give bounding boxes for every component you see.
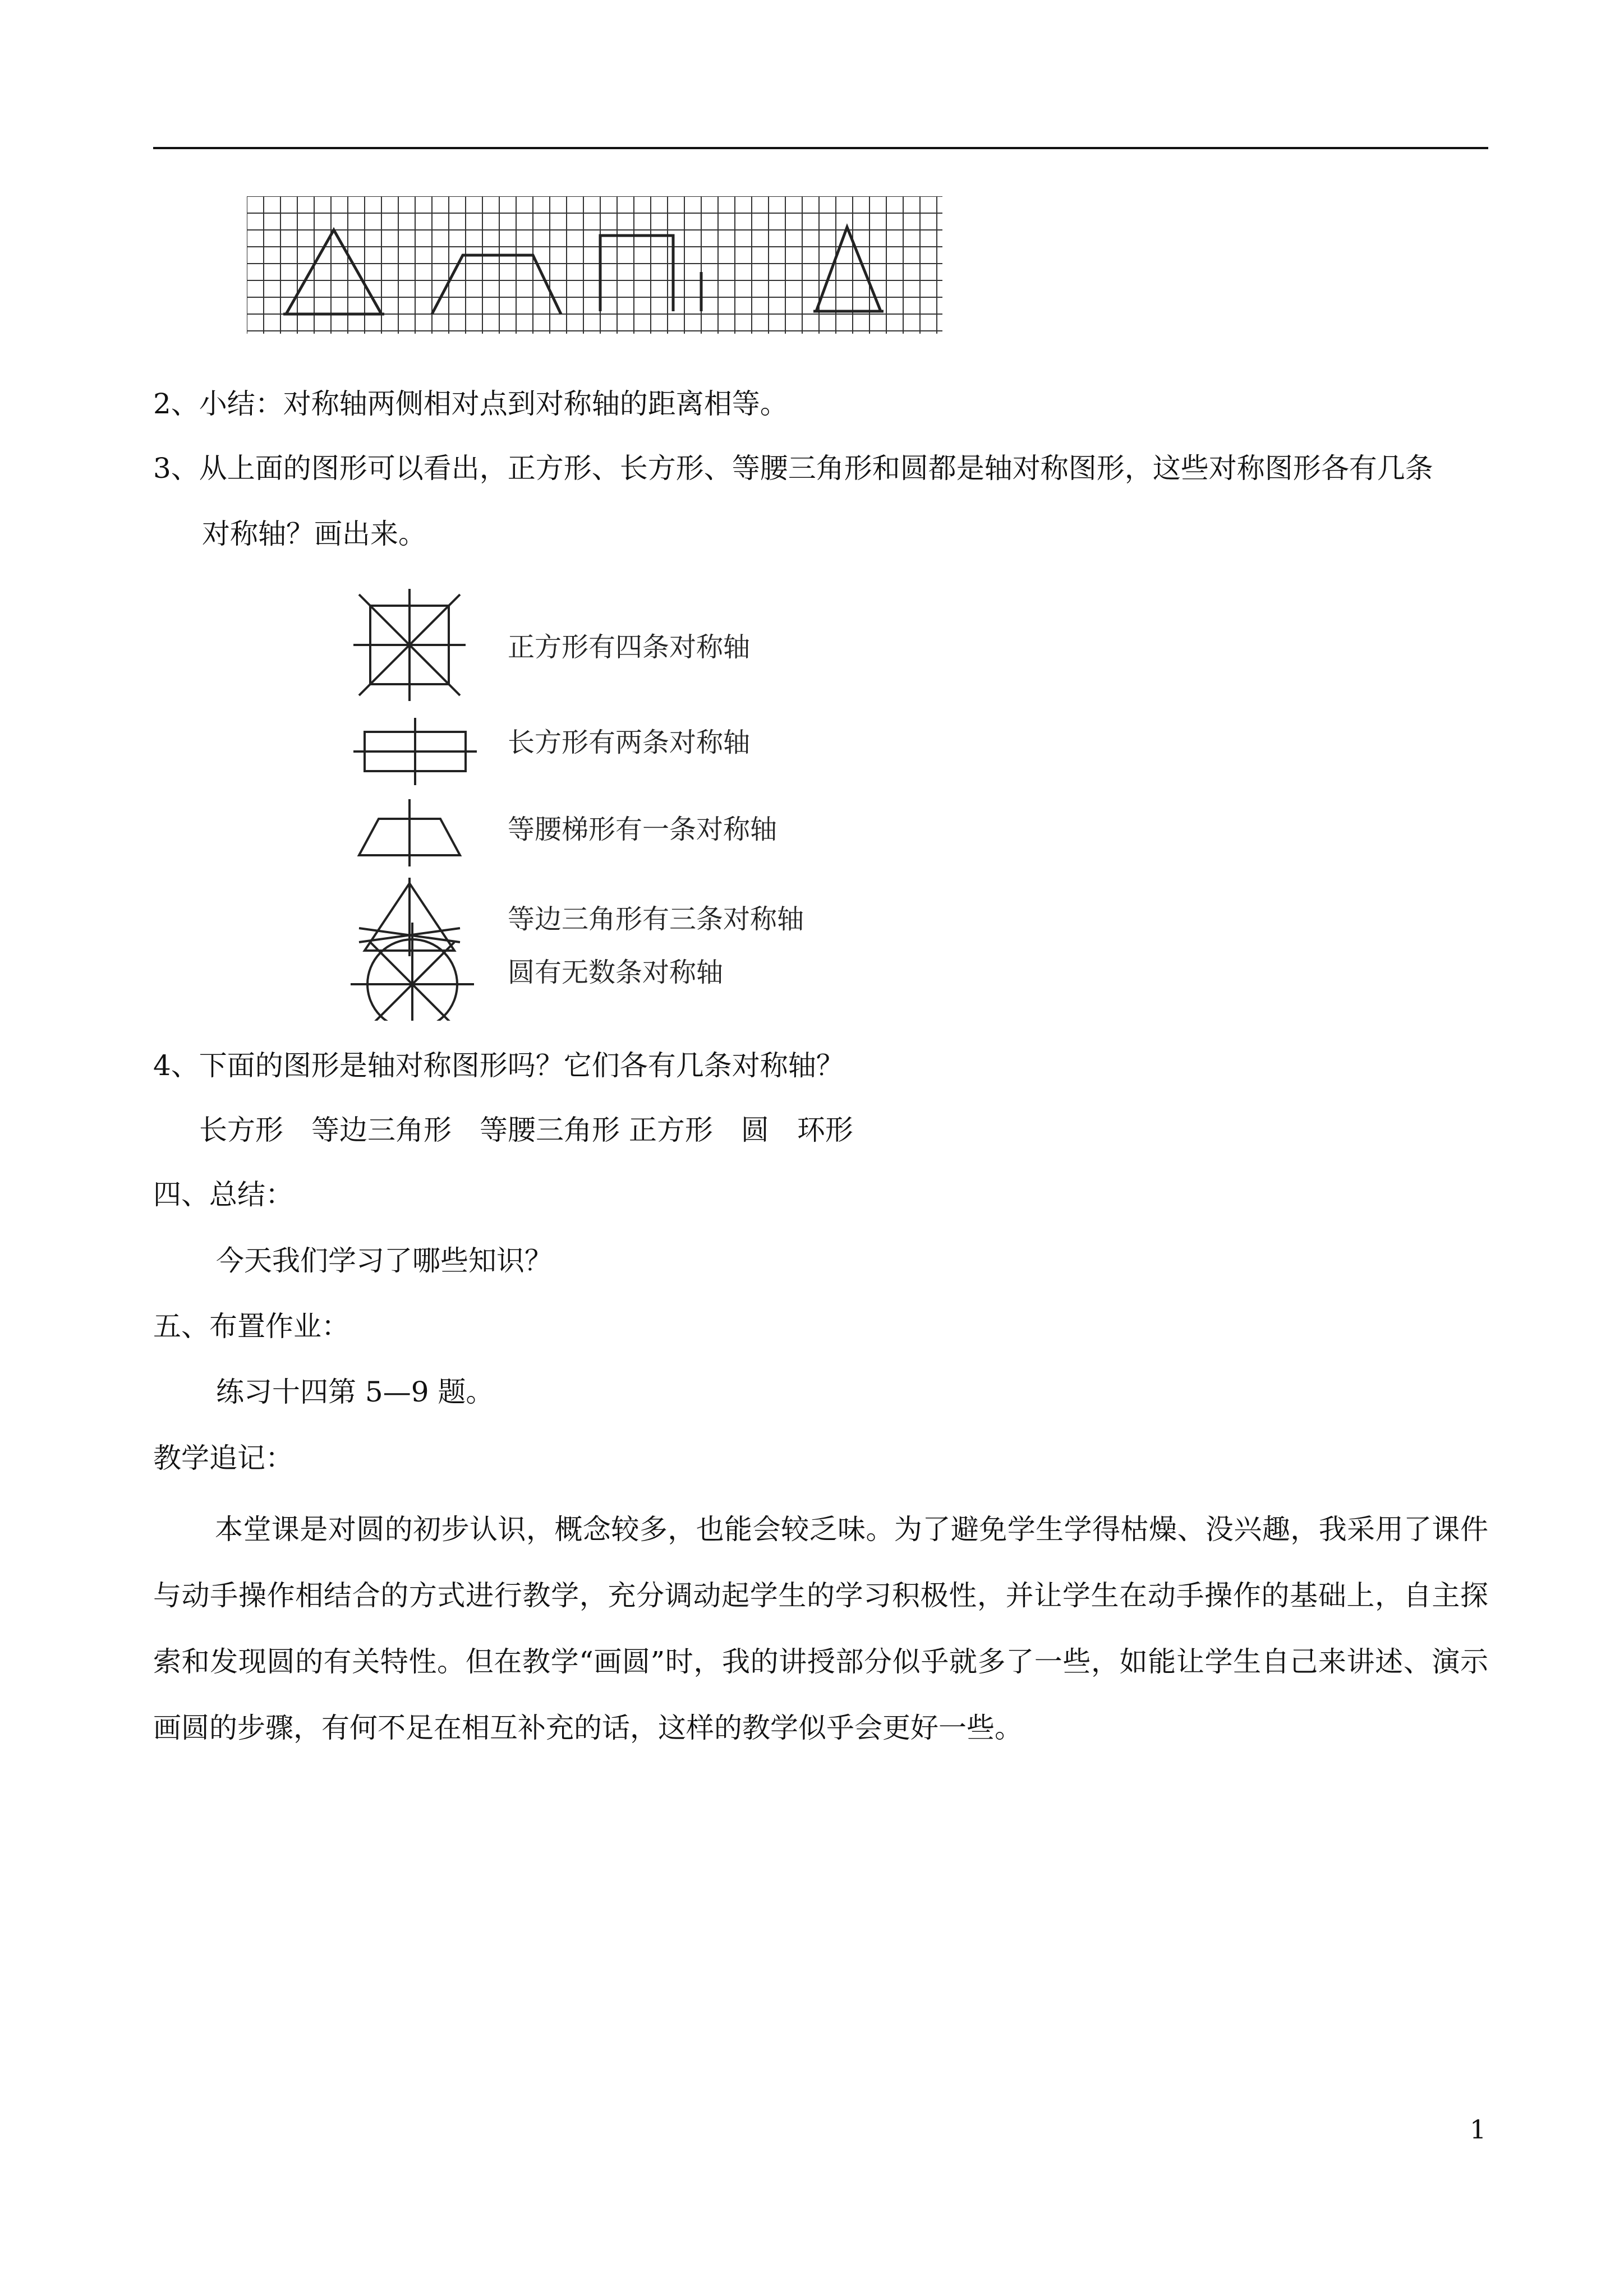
notes-heading: 教学追记： xyxy=(153,1442,293,1474)
triangle-axes-drawing xyxy=(359,878,460,956)
grid-isosceles-triangle xyxy=(816,227,881,311)
figure-label-circle: 圆有无数条对称轴 xyxy=(508,957,724,988)
item-2-summary: 2、小结：对称轴两侧相对点到对称轴的距离相等。 xyxy=(153,388,788,420)
figure-label-trapezoid: 等腰梯形有一条对称轴 xyxy=(508,814,778,845)
item-3-question: 3、从上面的图形可以看出，正方形、长方形、等腰三角形和圆都是轴对称图形，这些对称图形各有几条 xyxy=(153,452,1433,485)
square-axes-drawing xyxy=(353,589,466,701)
rectangle-axes-drawing xyxy=(353,718,477,785)
grid-shapes-figure xyxy=(247,196,942,334)
item-3-question-cont: 对称轴？画出来。 xyxy=(202,518,426,550)
notes-paragraph: 本堂课是对圆的初步认识，概念较多，也能会较乏味。为了避免学生学得枯燥、没兴趣，我采用了课件与动手操作相结合的方式进行教学，充分调动起学生的学习积极性，并让学生在动手操作的基础上，自主探索和发现圆的有关特性。但在教学“画圆”时，我的讲授部分似乎就多了一些，如能让学生自己来讲述、演示画圆的步骤，有何不足在相互补充的话，这样的教学似乎会更好一些。 xyxy=(153,1513,1488,1744)
symmetry-axes-figure xyxy=(348,583,909,1021)
grid-triangle xyxy=(286,230,381,314)
item-4-question: 4、下面的图形是轴对称图形吗？它们各有几条对称轴？ xyxy=(153,1049,844,1082)
figure-label-rectangle: 长方形有两条对称轴 xyxy=(508,727,751,758)
homework-text: 练习十四第 5—9 题。 xyxy=(216,1376,494,1408)
homework-heading: 五、布置作业： xyxy=(153,1310,349,1343)
page-number: 1 xyxy=(1470,2114,1487,2145)
trapezoid-axis-drawing xyxy=(359,799,460,866)
summary-text: 今天我们学习了哪些知识？ xyxy=(216,1244,553,1277)
figure-label-square: 正方形有四条对称轴 xyxy=(508,631,751,663)
item-4-shape-list: 长方形 等边三角形 等腰三角形 正方形 圆 环形 xyxy=(199,1114,853,1146)
figure-label-triangle: 等边三角形有三条对称轴 xyxy=(508,903,804,935)
header-rule xyxy=(153,147,1488,149)
circle-axes-drawing xyxy=(351,923,474,1021)
summary-heading: 四、总结： xyxy=(153,1178,293,1211)
